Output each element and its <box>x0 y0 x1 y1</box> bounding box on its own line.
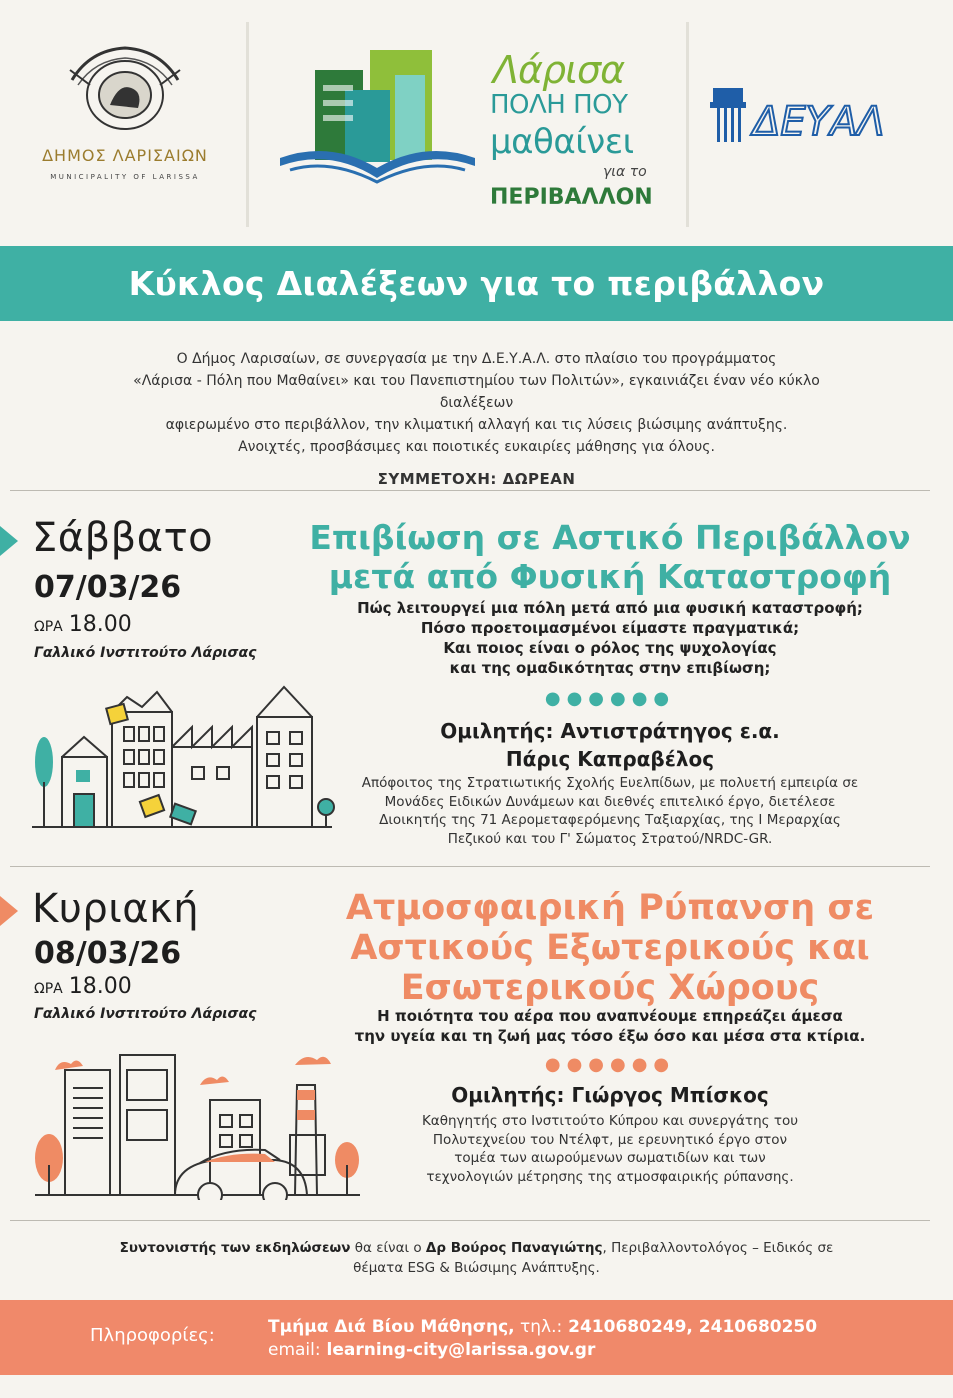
arrow-marker-icon <box>0 896 18 926</box>
city-buildings-illustration <box>32 682 342 832</box>
event1-title: Επιβίωση σε Αστικό Περιβάλλον μετά από Φυσική Καταστροφή <box>309 518 911 596</box>
program-subtitle: για το <box>603 164 647 180</box>
event1-speaker: Ομιλητής: Αντιστράτηγος ε.α. Πάρις Καπραβέλος <box>440 719 780 771</box>
event2-date: 08/03/26 <box>34 936 182 971</box>
deyal-text: ΔΕΥΑΛ <box>753 99 885 145</box>
banner-title: Κύκλος Διαλέξεων για το περιβάλλον <box>0 246 953 321</box>
event2-bio: Καθηγητής στο Ινστιτούτο Κύπρου και συνεργάτης του Πολυτεχνείου του Ντέλφτ, με ερευνητικό έργο στον τομέα των αιωρούμενων σωματιδίων και των τεχνολογιών μέτρησης της ατμοσφαιρικής ρύπανσης. <box>421 1113 799 1185</box>
intro-line: Ανοιχτές, προσβάσιμες και ποιοτικές ευκαιρίες μάθησης για όλους. <box>238 439 715 455</box>
free-participation: ΣΥΜΜΕΤΟΧΗ: ΔΩΡΕΑΝ <box>377 470 576 488</box>
water-tower-icon <box>705 80 930 150</box>
coin-seal-icon <box>50 40 200 140</box>
municipality-subtitle: MUNICIPALITY OF LARISSA <box>50 173 200 181</box>
divider <box>246 22 249 227</box>
coordinator-note: Συντονιστής των εκδηλώσεων θα είναι ο Δρ Βούρος Παναγιώτης, Περιβαλλοντολόγος – Ειδικός σε θέματα ESG & Βιώσιμης Ανάπτυξης. <box>119 1240 834 1276</box>
footer-info <box>0 1300 953 1375</box>
program-subtitle: ΠΕΡΙΒΑΛΛΟΝ <box>490 185 653 210</box>
event2-speaker: Ομιλητής: Γιώργος Μπίσκος <box>451 1083 769 1107</box>
event1-questions: Πώς λειτουργεί μια πόλη μετά από μια φυσική καταστροφή; Πόσο προετοιμασμένοι είμαστε πραγματικά; Και ποιος είναι ο ρόλος της ψυχολογίας και της ομαδικότητας στην επιβίωση; <box>357 599 863 677</box>
event1-venue: Γαλλικό Ινστιτούτο Λάρισας <box>34 645 257 661</box>
municipality-name: ΔΗΜΟΣ ΛΑΡΙΣΑΙΩΝ <box>42 146 208 165</box>
divider <box>686 22 689 227</box>
program-logo <box>275 40 675 210</box>
intro-line: «Λάρισα - Πόλη που Μαθαίνει» και του Πανεπιστημίου των Πολιτών», εγκαινιάζει έναν νέο κύκλο διαλέξεων <box>133 373 820 411</box>
info-label: Πληροφορίες: <box>90 1325 215 1346</box>
deyal-logo <box>705 80 930 150</box>
program-title: Λάρισα <box>493 48 625 92</box>
dots-separator: ●●●●●● <box>544 688 676 709</box>
divider <box>10 866 930 867</box>
contact-email[interactable]: email: learning-city@larissa.gov.gr <box>268 1340 596 1360</box>
intro-line: Ο Δήμος Λαρισαίων, σε συνεργασία με την Δ.Ε.Υ.Α.Λ. στο πλαίσιο του προγράμματος <box>176 351 777 367</box>
event1-time: ΩΡΑ 18.00 <box>34 612 132 637</box>
event2-questions: Η ποιότητα του αέρα που αναπνέουμε επηρεάζει άμεσα την υγεία και τη ζωή μας τόσο έξω όσο και μέσα στα κτίρια. <box>354 1007 866 1045</box>
event2-day: Κυριακή <box>32 886 200 932</box>
event1-date: 07/03/26 <box>34 570 182 605</box>
contact-phone: Τμήμα Διά Βίου Μάθησης, τηλ.: 2410680249, 2410680250 <box>268 1317 818 1337</box>
event1-day: Σάββατο <box>32 515 214 561</box>
intro-text <box>100 348 853 490</box>
municipality-logo <box>20 40 230 200</box>
buildings-book-icon <box>275 40 480 200</box>
program-subtitle: ΠΟΛΗ ΠΟΥ <box>490 90 628 120</box>
program-subtitle: μαθαίνει <box>490 122 634 162</box>
event1-bio: Απόφοιτος της Στρατιωτικής Σχολής Ευελπίδων, με πολυετή εμπειρία σε Μονάδες Ειδικών Δυνάμεων και διεθνές επιτελικό έργο, διετέλεσε Διοικητής της 71 Αερομεταφερόμενης Ταξιαρχίας, της Ι Μεραρχίας Πεζικού και του Γ' Σώματος Στρατού/NRDC-GR. <box>361 775 859 847</box>
divider <box>10 1220 930 1221</box>
dots-separator: ●●●●●● <box>544 1054 676 1075</box>
arrow-marker-icon <box>0 526 18 556</box>
divider <box>10 490 930 491</box>
intro-line: αφιερωμένο στο περιβάλλον, την κλιματική αλλαγή και τις λύσεις βιώσιμης ανάπτυξης. <box>165 417 788 433</box>
event2-venue: Γαλλικό Ινστιτούτο Λάρισας <box>34 1006 257 1022</box>
event2-title: Ατμοσφαιρική Ρύπανση σε Αστικούς Εξωτερικούς και Εσωτερικούς Χώρους <box>345 888 875 1008</box>
event2-time: ΩΡΑ 18.00 <box>34 974 132 999</box>
